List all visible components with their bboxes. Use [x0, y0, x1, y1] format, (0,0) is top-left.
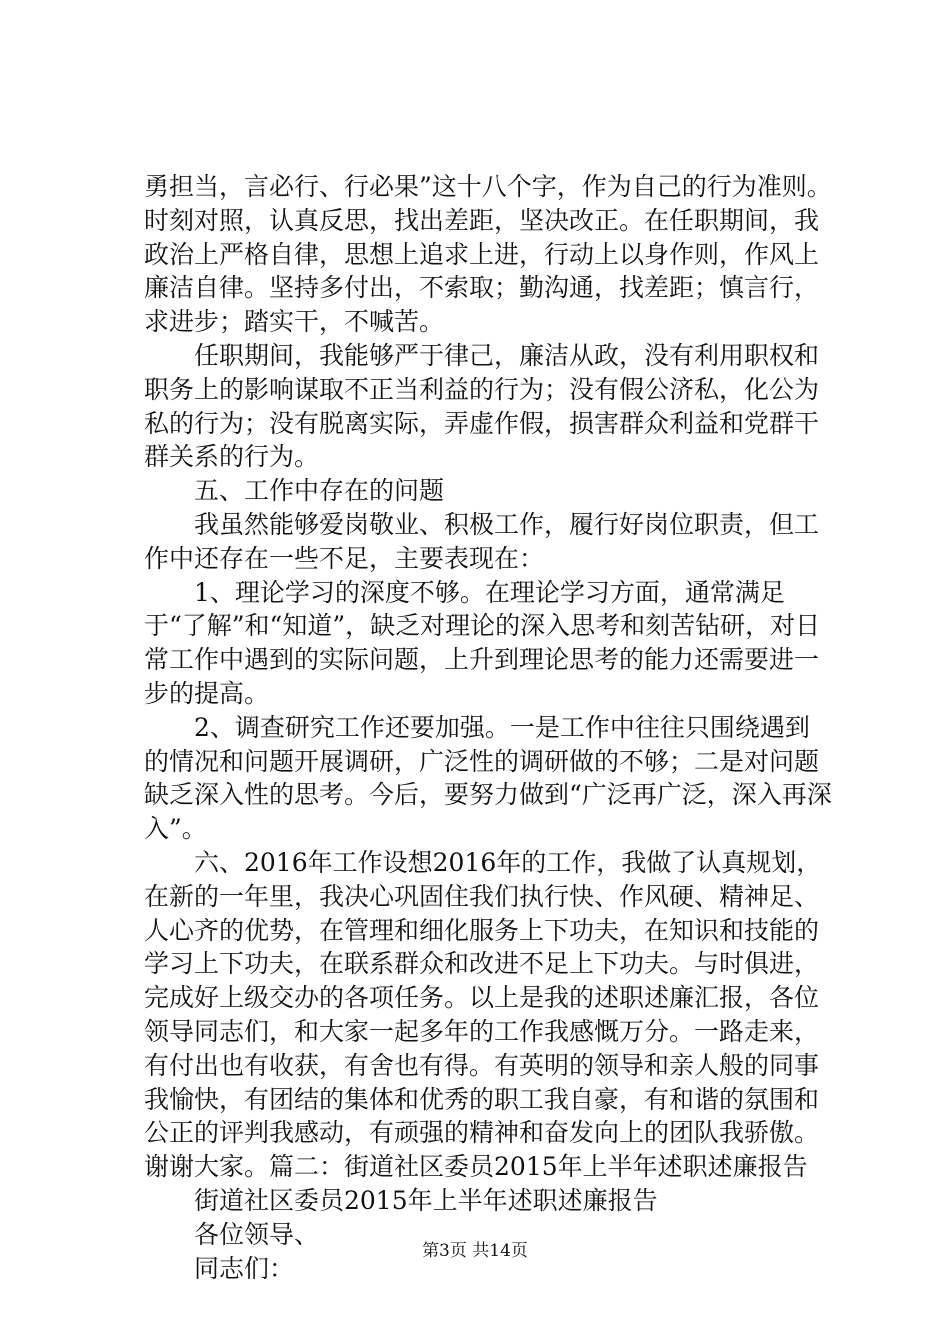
- paragraph-continuation: 勇担当，言必行、行必果”这十八个字，作为自己的行为准则。时刻对照，认真反思，找出差距，坚决改正。在任职期间，我政治上严格自律，思想上追求上进，行动上以身作则，作风上廉洁自律。坚持多付出，不索取；勤沟通，找差距；慎言行，求进步；踏实干，不喊苦。: [144, 172, 832, 337]
- report-title: 街道社区委员2015年上半年述职述廉报告: [194, 1185, 658, 1215]
- paragraph-problem-1: 1、理论学习的深度不够。在理论学习方面，通常满足于“了解”和“知道”，缺乏对理论的深入思考和刻苦钻研，对日常工作中遇到的实际问题，上升到理论思考的能力还需要进一步的提高。: [144, 577, 821, 708]
- paragraph-problems-intro: 我虽然能够爱岗敬业、积极工作，履行好岗位职责，但工作中还存在一些不足，主要表现在：: [144, 509, 820, 573]
- salutation-leaders: 各位领导、: [194, 1219, 320, 1249]
- paragraph-plans-2016: 六、2016年工作设想2016年的工作，我做了认真规划，在新的一年里，我决心巩固住我们执行快、作风硬、精神足、人心齐的优势，在管理和细化服务上下功夫，在知识和技能的学习上下功夫，在联系群众和改进不足上下功夫。与时俱进，完成好上级交办的各项任务。以上是我的述职述廉汇报，各位领导同志们，和大家一起多年的工作我感慨万分。一路走来，有付出也有收获，有舍也有得。有英明的领导和亲人般的同事我愉快，有团结的集体和优秀的职工我自豪，有和谐的氛围和公正的评判我感动，有顽强的精神和奋发向上的团队我骄傲。谢谢大家。篇二：街道社区委员2015年上半年述职述廉报告: [144, 847, 822, 1182]
- paragraph-problem-2: 2、调查研究工作还要加强。一是工作中往往只围绕遇到的情况和问题开展调研，广泛性的调研做的不够；二是对问题缺乏深入性的思考。今后，要努力做到“广泛再广泛，深入再深入”。: [144, 712, 832, 844]
- salutation-comrades: 同志们：: [194, 1253, 295, 1283]
- section-heading-problems: 五、工作中存在的问题: [194, 476, 445, 506]
- page-number-footer: 第3页 共14页: [422, 1241, 528, 1261]
- document-body: [144, 170, 834, 1285]
- paragraph-integrity: 任职期间，我能够严于律己，廉洁从政，没有利用职权和职务上的影响谋取不正当利益的行为；没有假公济私，化公为私的行为；没有脱离实际，弄虚作假，损害群众利益和党群干群关系的行为。: [144, 340, 820, 472]
